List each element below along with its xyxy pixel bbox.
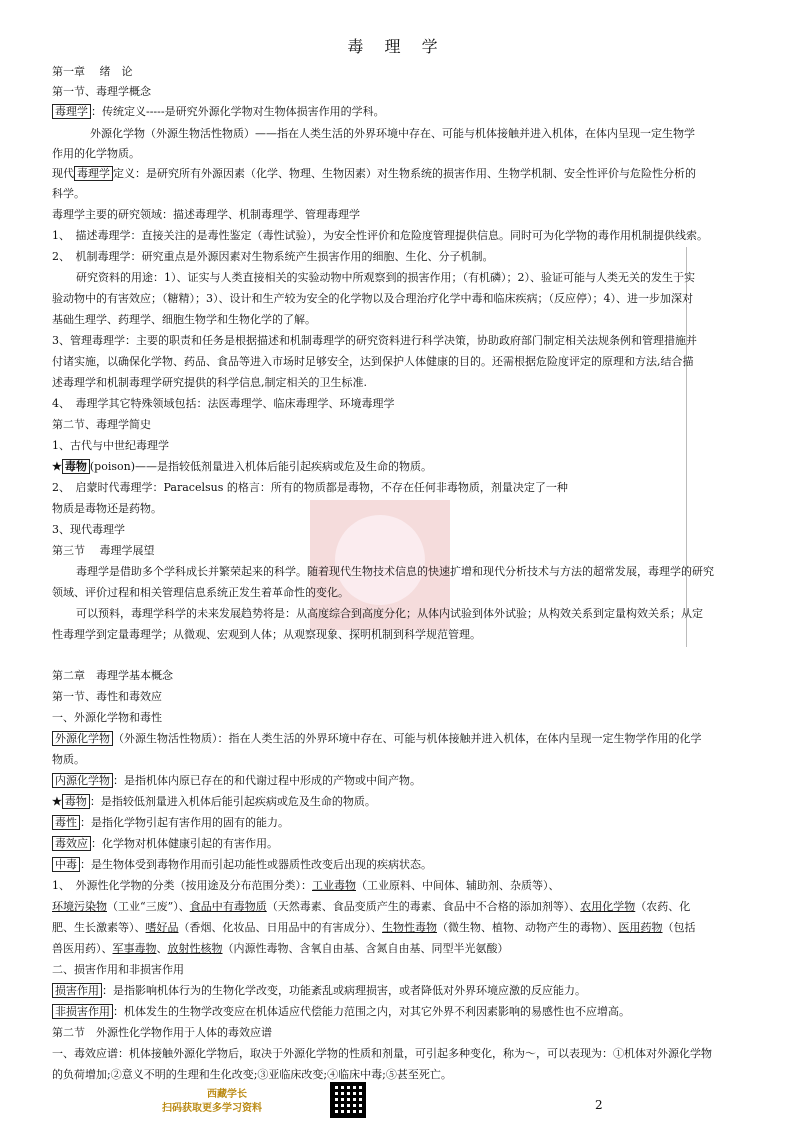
text-line: 领域、评价过程和相关管理信息系统正发生着革命性的变化。 [52, 586, 349, 599]
subsection-heading: 一、外源化学物和毒性 [52, 711, 162, 724]
text-line: 物质是毒物还是药物。 [52, 502, 162, 515]
text-line: 现代 毒理学 定义：是研究所有外源因素（化学、物理、生物因素）对生物系统的损害作用、生物学机制、安全性评价与危险性分析的 [52, 167, 696, 180]
text-line: ★ 毒物 ：是指较低剂量进入机体后能引起疾病或危及生命的物质。 [52, 795, 376, 808]
chapter-heading: 第二章 毒理学基本概念 [52, 669, 173, 682]
footer-stamp: 西藏学长 扫码获取更多学习资料 [162, 1089, 262, 1114]
section-heading: 第二节 外源性化学物作用于人体的毒效应谱 [52, 1026, 272, 1039]
text-line: 一、毒效应谱：机体接触外源化学物后，取决于外源化学物的性质和剂量，可引起多种变化，称为～，可以表现为：①机体对外源化学物 [52, 1047, 712, 1060]
text-line: 毒理学是借助多个学科成长并繁荣起来的科学。随着现代生物技术信息的快速扩增和现代分析技术与方法的超常发展，毒理学的研究 [76, 565, 714, 578]
boxed-term: 毒物 [62, 459, 90, 474]
text-line: 科学。 [52, 187, 85, 200]
section-heading: 二、损害作用和非损害作用 [52, 963, 184, 976]
text-line: 的负荷增加;②意义不明的生理和生化改变;③亚临床改变;④临床中毒;⑤甚至死亡。 [52, 1068, 452, 1081]
boxed-term: 毒理学 [74, 166, 113, 181]
section-heading: 第一节、毒理学概念 [52, 85, 151, 98]
text-line: 1、古代与中世纪毒理学 [52, 439, 169, 452]
boxed-term: 非损害作用 [52, 1004, 113, 1019]
text-line: 肥、生长激素等）、嗜好品（香烟、化妆品、日用品中的有害成分）、生物性毒物（微生物、植物、动物产生的毒物）、医用药物（包括 [52, 921, 696, 934]
chapter-heading: 第一章 绪 论 [52, 65, 133, 78]
text-line: 毒理学主要的研究领域：描述毒理学、机制毒理学、管理毒理学 [52, 208, 360, 221]
text-line: 物质。 [52, 753, 85, 766]
boxed-term: 中毒 [52, 857, 80, 872]
text-line: 1、 描述毒理学：直接关注的是毒性鉴定（毒性试验），为安全性评价和危险度管理提供信息。同时可为化学物的毒作用机制提供线索。 [52, 229, 708, 242]
boxed-term: 外源化学物 [52, 731, 113, 746]
text-line: 作用的化学物质。 [52, 147, 140, 160]
text-line: 3、现代毒理学 [52, 523, 125, 536]
boxed-term: 毒理学 [52, 104, 91, 119]
boxed-term: 损害作用 [52, 983, 102, 998]
text-line: 2、 机制毒理学：研究重点是外源因素对生物系统产生损害作用的细胞、生化、分子机制。 [52, 250, 494, 263]
text-line: 付诸实施，以确保化学物、药品、食品等进入市场时足够安全，达到保护人体健康的目的。还需根据危险度评定的原理和方法,结合描 [52, 355, 694, 368]
section-heading: 第一节、毒性和毒效应 [52, 690, 162, 703]
text-line: 中毒 ：是生物体受到毒物作用而引起功能性或器质性改变后出现的疾病状态。 [52, 855, 752, 875]
boxed-term: 毒效应 [52, 836, 91, 851]
text-line: 验动物中的有害效应；（糖精）；3）、设计和生产较为安全的化学物以及合理治疗化学中毒和临床疾病；（反应停）；4）、进一步加深对 [52, 292, 693, 305]
qr-code-icon[interactable] [330, 1082, 366, 1118]
text-line: 外源化学物（外源生物活性物质）——指在人类生活的外界环境中存在、可能与机体接触并进入机体，在体内呈现一定生物学 [90, 127, 695, 140]
text-line: 性毒理学到定量毒理学；从微观、宏观到人体；从观察现象、探明机制到科学规范管理。 [52, 628, 481, 641]
text-line: 兽医用药）、军事毒物、放射性核物（内源性毒物、含氧自由基、含氮自由基、同型半光氨酸） [52, 942, 509, 955]
section-heading: 第三节 毒理学展望 [52, 544, 155, 557]
page-title: 毒 理 学 [347, 37, 446, 56]
text-line: 3、管理毒理学：主要的职责和任务是根据描述和机制毒理学的研究资料进行科学决策，协助政府部门制定相关法规条例和管理措施并 [52, 334, 697, 347]
boxed-term: 毒物 [62, 794, 90, 809]
boxed-term: 毒性 [52, 815, 80, 830]
text-line: 外源化学物 （外源生物活性物质）：指在人类生活的外界环境中存在、可能与机体接触并进入机体，在体内呈现一定生物学作用的化学 [52, 729, 752, 749]
text-line: 毒性 ：是指化学物引起有害作用的固有的能力。 [52, 813, 752, 833]
text-line: 1、 外源性化学物的分类（按用途及分布范围分类）：工业毒物（工业原料、中间体、辅助剂、杂质等）、 [52, 879, 560, 892]
section-heading: 第二节、毒理学简史 [52, 418, 151, 431]
text-line: 损害作用 ：是指影响机体行为的生物化学改变，功能紊乱或病理损害，或者降低对外界环境应激的反应能力。 [52, 981, 752, 1001]
boxed-term: 内源化学物 [52, 773, 113, 788]
text-line: 研究资料的用途：1）、证实与人类直接相关的实验动物中所观察到的损害作用；（有机磷）；2）、验证可能与人类无关的发生于实 [76, 271, 695, 284]
text-line: 非损害作用 ：机体发生的生物学改变应在机体适应代偿能力范围之内，对其它外界不利因素影响的易感性也不应增高。 [52, 1002, 752, 1022]
text-line: 2、 启蒙时代毒理学：Paracelsus 的格言：所有的物质都是毒物，不存在任何非毒物质，剂量决定了一种 [52, 481, 568, 494]
text-line: 述毒理学和机制毒理学研究提供的科学信息,制定相关的卫生标准. [52, 376, 367, 389]
page-number: 2 [595, 1098, 603, 1112]
text-line: 可以预料，毒理学科学的未来发展趋势将是：从高度综合到高度分化；从体内试验到体外试验；从构效关系到定量构效关系；从定 [76, 607, 703, 620]
text-line: 毒理学 ：传统定义-----是研究外源化学物对生物体损害作用的学科。 [52, 102, 752, 122]
text-line: 毒效应 ：化学物对机体健康引起的有害作用。 [52, 834, 752, 854]
text-line: ★ 毒物 (poison)——是指较低剂量进入机体后能引起疾病或危及生命的物质。 [52, 460, 432, 473]
text-line: 4、 毒理学其它特殊领域包括：法医毒理学、临床毒理学、环境毒理学 [52, 397, 395, 410]
text-line: 内源化学物 ：是指机体内原已存在的和代谢过程中形成的产物或中间产物。 [52, 771, 752, 791]
text-line: 基础生理学、药理学、细胞生物学和生物化学的了解。 [52, 313, 316, 326]
text-line: 环境污染物（工业“三废”）、食品中有毒物质（天然毒素、食品变质产生的毒素、食品中不合格的添加剂等）、农用化学物（农药、化 [52, 900, 691, 913]
